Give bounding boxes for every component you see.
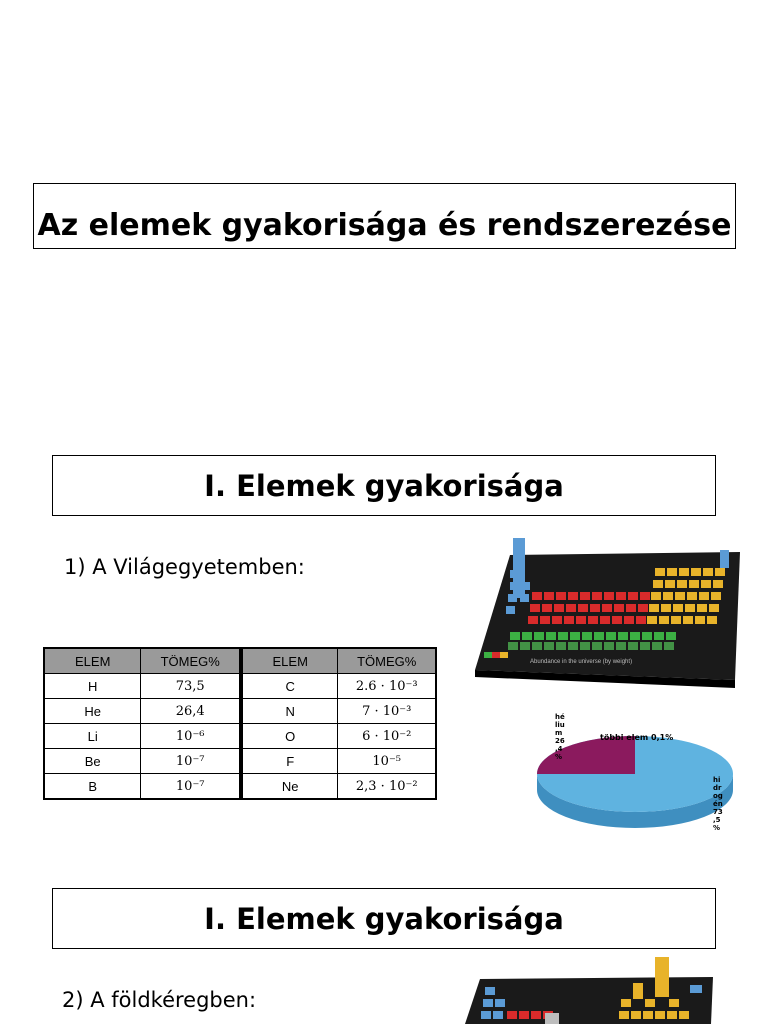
pie-label-hydrogen: hi dr og én 73 ,5 % xyxy=(713,776,723,832)
column-header-mass: TÖMEG% xyxy=(338,648,436,674)
page-title xyxy=(33,183,736,249)
abundance-table-right xyxy=(241,647,437,800)
section2-title xyxy=(52,888,716,949)
elem-cell: N xyxy=(242,699,338,724)
section1-title xyxy=(52,455,716,516)
elem-cell: Ne xyxy=(242,774,338,800)
table-row xyxy=(44,774,240,800)
table-row xyxy=(44,699,240,724)
value-cell: 10⁻⁷ xyxy=(141,774,240,800)
elem-cell: Li xyxy=(44,724,141,749)
elem-cell: He xyxy=(44,699,141,724)
pie-chart-universe xyxy=(535,710,768,840)
section1-title-text: I. Elemek gyakorisága xyxy=(204,468,564,503)
periodic-table-caption: Abundance in the universe (by weight) xyxy=(530,659,633,665)
elem-cell: C xyxy=(242,674,338,699)
table-row xyxy=(242,699,436,724)
table-row xyxy=(44,724,240,749)
section2-title-text: I. Elemek gyakorisága xyxy=(204,901,564,936)
table-row xyxy=(44,749,240,774)
value-cell: 7 · 10⁻³ xyxy=(338,699,436,724)
value-cell: 26,4 xyxy=(141,699,240,724)
elem-cell: O xyxy=(242,724,338,749)
value-cell: 10⁻⁷ xyxy=(141,749,240,774)
value-cell: 10⁻⁶ xyxy=(141,724,240,749)
value-cell: 6 · 10⁻² xyxy=(338,724,436,749)
table-row xyxy=(242,774,436,800)
section1-heading: 1) A Világegyetemben: xyxy=(64,555,305,579)
table-row xyxy=(44,674,240,699)
pie-label-other: többi elem 0,1% xyxy=(600,733,674,742)
periodic-table-crust-image xyxy=(425,955,715,1024)
elem-cell: F xyxy=(242,749,338,774)
elem-cell: H xyxy=(44,674,141,699)
column-header-mass: TÖMEG% xyxy=(141,648,240,674)
value-cell: 10⁻⁵ xyxy=(338,749,436,774)
elem-cell: B xyxy=(44,774,141,800)
value-cell: 73,5 xyxy=(141,674,240,699)
value-cell: 2.6 · 10⁻³ xyxy=(338,674,436,699)
table-row xyxy=(242,674,436,699)
section2-heading: 2) A földkéregben: xyxy=(62,988,257,1012)
abundance-table-left xyxy=(43,647,241,800)
table-row xyxy=(242,749,436,774)
column-header-elem: ELEM xyxy=(242,648,338,674)
table-row xyxy=(242,724,436,749)
page-title-text: Az elemek gyakorisága és rendszerezése xyxy=(37,207,732,243)
elem-cell: Be xyxy=(44,749,141,774)
value-cell: 2,3 · 10⁻² xyxy=(338,774,436,800)
pie-label-helium: hé liu m 26 ,4 % xyxy=(555,713,565,761)
column-header-elem: ELEM xyxy=(44,648,141,674)
periodic-table-universe-image xyxy=(470,530,744,690)
